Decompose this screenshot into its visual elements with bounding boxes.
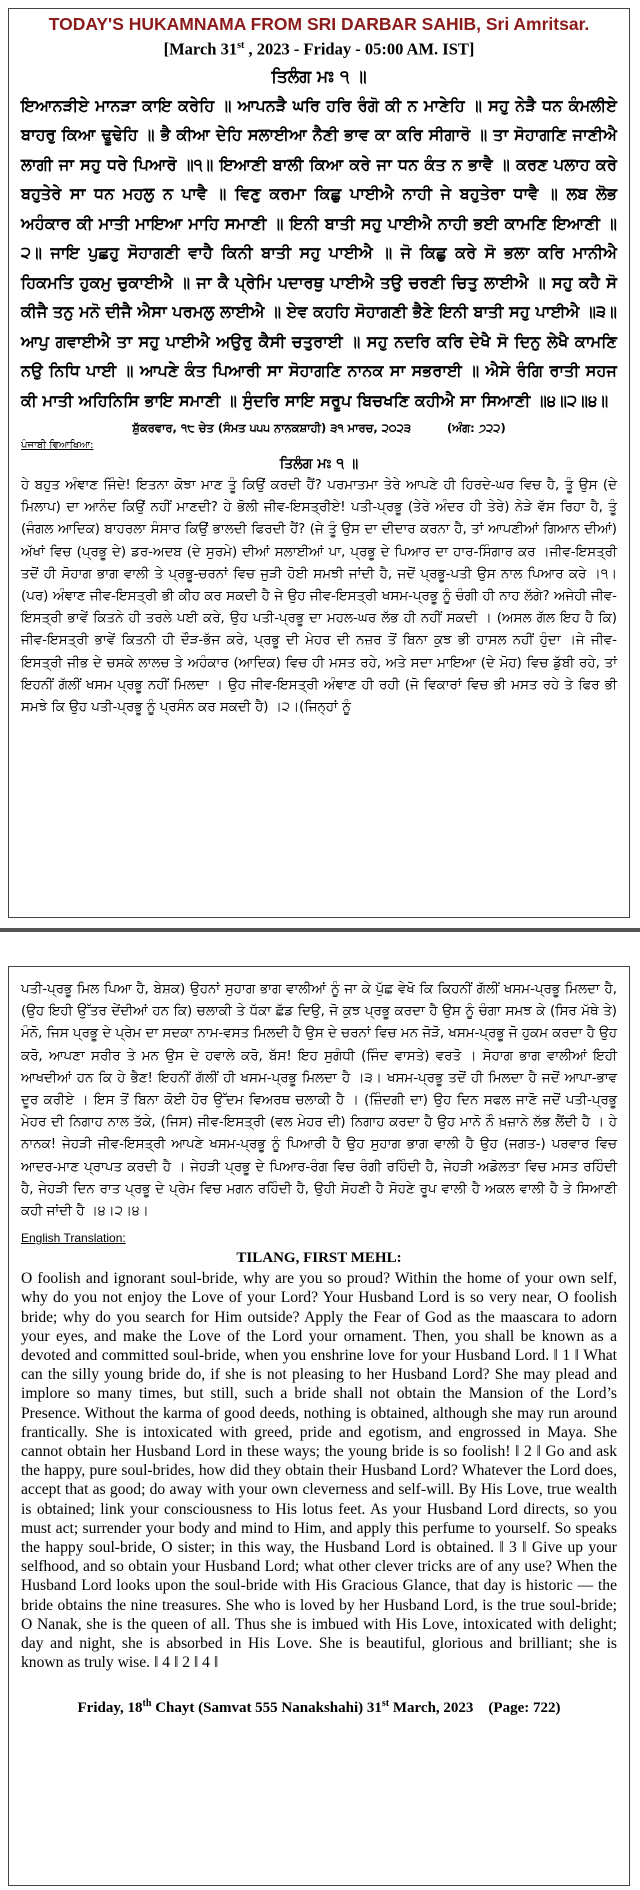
footer-page: (Page: 722) xyxy=(488,1699,561,1716)
punjabi-date: ਸ਼ੁੱਕਰਵਾਰ, ੧੮ ਚੇਤ (ਸੰਮਤ ੫੫੫ ਨਾਨਕਸ਼ਾਹੀ) ੩੧ ਮਾਰਚ, ੨੦੨੩ xyxy=(132,421,411,435)
date-sup: st xyxy=(237,40,245,51)
hukamnama-page-1 xyxy=(8,8,630,918)
date-prefix: [March 31 xyxy=(163,39,238,59)
footer-suffix2: March, 2023 xyxy=(389,1699,474,1716)
punjabi-explanation-part1: ਹੇ ਬਹੁਤ ਅੰਞਾਣ ਜਿੰਦੇ! ਇਤਨਾ ਕੋਝਾ ਮਾਣ ਤੂੰ ਕਿਉਂ ਕਰਦੀ ਹੈਂ? ਪਰਮਾਤਮਾ ਤੇਰੇ ਆਪਣੇ ਹੀ ਹਿਰਦੇ-ਘਰ ਵਿਚ ਹੈ, ਤੂੰ ਉਸ (ਦੇ ਮਿਲਾਪ) ਦਾ ਆਨੰਦ ਕਿਉਂ ਨਹੀਂ ਮਾਣਦੀ? ਹੇ ਭੋਲੀ ਜੀਵ-ਇਸਤ੍ਰੀਏ! ਪਤੀ-ਪ੍ਰਭੂ (ਤੇਰੇ ਅੰਦਰ ਹੀ ਤੇਰੇ) ਨੇੜੇ ਵੱਸ ਰਿਹਾ ਹੈ, ਤੂੰ (ਜੰਗਲ ਆਦਿਕ) ਬਾਹਰਲਾ ਸੰਸਾਰ ਕਿਉਂ ਭਾਲਦੀ ਫਿਰਦੀ ਹੈਂ? (ਜੇ ਤੂੰ ਉਸ ਦਾ ਦੀਦਾਰ ਕਰਨਾ ਹੈ, ਤਾਂ ਆਪਣੀਆਂ ਗਿਆਨ ਦੀਆਂ) ਅੱਖਾਂ ਵਿਚ (ਪ੍ਰਭੂ ਦੇ) ਡਰ-ਅਦਬ (ਦੇ ਸੁਰਮੇ) ਦੀਆਂ ਸਲਾਈਆਂ ਪਾ, ਪ੍ਰਭੂ ਦੇ ਪਿਆਰ ਦਾ ਹਾਰ-ਸਿੰਗਾਰ ਕਰ ।ਜੀਵ-ਇਸਤ੍ਰੀ ਤਦੋਂ ਹੀ ਸੋਹਾਗ ਭਾਗ ਵਾਲੀ ਤੇ ਪ੍ਰਭੂ-ਚਰਨਾਂ ਵਿਚ ਜੁੜੀ ਹੋਈ ਸਮਝੀ ਜਾਂਦੀ ਹੈ, ਜਦੋਂ ਪ੍ਰਭੂ-ਪਤੀ ਉਸ ਨਾਲ ਪਿਆਰ ਕਰੇ ।੧।(ਪਰ) ਅੰਞਾਣ ਜੀਵ-ਇਸਤ੍ਰੀ ਭੀ ਕੀਹ ਕਰ ਸਕਦੀ ਹੈ ਜੇ ਉਹ ਜੀਵ-ਇਸਤ੍ਰੀ ਖਸਮ-ਪ੍ਰਭੂ ਨੂੰ ਚੰਗੀ ਹੀ ਨਾਹ ਲੱਗੇ? ਅਜੇਹੀ ਜੀਵ-ਇਸਤ੍ਰੀ ਭਾਵੇਂ ਕਿਤਨੇ ਹੀ ਤਰਲੇ ਪਈ ਕਰੇ, ਉਹ ਪਤੀ-ਪ੍ਰਭੂ ਦਾ ਮਹਲ-ਘਰ ਲੱਭ ਹੀ ਨਹੀਂ ਸਕਦੀ । (ਅਸਲ ਗੱਲ ਇਹ ਹੈ ਕਿ) ਜੀਵ-ਇਸਤ੍ਰੀ ਭਾਵੇਂ ਕਿਤਨੀ ਹੀ ਦੌੜ-ਭੱਜ ਕਰੇ, ਪ੍ਰਭੂ ਦੀ ਮੇਹਰ ਦੀ ਨਜ਼ਰ ਤੋਂ ਬਿਨਾ ਕੁਝ ਭੀ ਹਾਸਲ ਨਹੀਂ ਹੁੰਦਾ ।ਜੇ ਜੀਵ-ਇਸਤ੍ਰੀ ਜੀਭ ਦੇ ਚਸਕੇ ਲਾਲਚ ਤੇ ਅਹੰਕਾਰ (ਆਦਿਕ) ਵਿਚ ਹੀ ਮਸਤ ਰਹੇ, ਅਤੇ ਸਦਾ ਮਾਇਆ (ਦੇ ਮੋਹ) ਵਿਚ ਡੁੱਬੀ ਰਹੇ, ਤਾਂ ਇਹਨੀਂ ਗੱਲੀਂ ਖਸਮ ਪ੍ਰਭੂ ਨਹੀਂ ਮਿਲਦਾ । ਉਹ ਜੀਵ-ਇਸਤ੍ਰੀ ਅੰਞਾਣ ਹੀ ਰਹੀ (ਜੋ ਵਿਕਾਰਾਂ ਵਿਚ ਭੀ ਮਸਤ ਰਹੇ ਤੇ ਫਿਰ ਭੀ ਸਮਝੇ ਕਿ ਉਹ ਪਤੀ-ਪ੍ਰਭੂ ਨੂੰ ਪ੍ਰਸੰਨ ਕਰ ਸਕਦੀ ਹੈ) ।੨।(ਜਿਨ੍ਹਾਂ ਨੂੰ xyxy=(21,478,617,716)
date-line xyxy=(21,35,617,61)
footer-sup2: st xyxy=(381,1697,390,1709)
gurbani-text: ਇਆਨੜੀਏ ਮਾਨੜਾ ਕਾਇ ਕਰੇਹਿ ॥ ਆਪਨੜੈ ਘਰਿ ਹਰਿ ਰੰਗੋ ਕੀ ਨ ਮਾਣੇਹਿ ॥ ਸਹੁ ਨੇੜੈ ਧਨ ਕੰਮਲੀਏ ਬਾਹਰੁ ਕਿਆ ਢੂਢੇਹਿ ॥ ਭੈ ਕੀਆ ਦੇਹਿ ਸਲਾਈਆ ਨੈਣੀ ਭਾਵ ਕਾ ਕਰਿ ਸੀਗਾਰੋ ॥ ਤਾ ਸੋਹਾਗਣਿ ਜਾਣੀਐ ਲਾਗੀ ਜਾ ਸਹੁ ਧਰੇ ਪਿਆਰੋ ॥੧॥ ਇਆਣੀ ਬਾਲੀ ਕਿਆ ਕਰੇ ਜਾ ਧਨ ਕੰਤ ਨ ਭਾਵੈ ॥ ਕਰਣ ਪਲਾਹ ਕਰੇ ਬਹੁਤੇਰੇ ਸਾ ਧਨ ਮਹਲੁ ਨ ਪਾਵੈ ॥ ਵਿਣੁ ਕਰਮਾ ਕਿਛੁ ਪਾਈਐ ਨਾਹੀ ਜੇ ਬਹੁਤੇਰਾ ਧਾਵੈ ॥ ਲਬ ਲੋਭ ਅਹੰਕਾਰ ਕੀ ਮਾਤੀ ਮਾਇਆ ਮਾਹਿ ਸਮਾਣੀ ॥ ਇਨੀ ਬਾਤੀ ਸਹੁ ਪਾਈਐ ਨਾਹੀ ਭਈ ਕਾਮਣਿ ਇਆਣੀ ॥੨॥ ਜਾਇ ਪੁਛਹੁ ਸੋਹਾਗਣੀ ਵਾਹੈ ਕਿਨੀ ਬਾਤੀ ਸਹੁ ਪਾਈਐ ॥ ਜੋ ਕਿਛੁ ਕਰੇ ਸੋ ਭਲਾ ਕਰਿ ਮਾਨੀਐ ਹਿਕਮਤਿ ਹੁਕਮੁ ਚੁਕਾਈਐ ॥ ਜਾ ਕੈ ਪ੍ਰੇਮਿ ਪਦਾਰਥੁ ਪਾਈਐ ਤਉ ਚਰਣੀ ਚਿਤੁ ਲਾਈਐ ॥ ਸਹੁ ਕਹੈ ਸੋ ਕੀਜੈ ਤਨੁ ਮਨੋ ਦੀਜੈ ਐਸਾ ਪਰਮਲੁ ਲਾਈਐ ॥ ਏਵ ਕਹਹਿ ਸੋਹਾਗਣੀ ਭੈਣੇ ਇਨੀ ਬਾਤੀ ਸਹੁ ਪਾਈਐ ॥੩॥ ਆਪੁ ਗਵਾਈਐ ਤਾ ਸਹੁ ਪਾਈਐ ਅਉਰੁ ਕੈਸੀ ਚਤੁਰਾਈ ॥ ਸਹੁ ਨਦਰਿ ਕਰਿ ਦੇਖੈ ਸੋ ਦਿਨੁ ਲੇਖੈ ਕਾਮਣਿ ਨਉ ਨਿਧਿ ਪਾਈ ॥ ਆਪਣੇ ਕੰਤ ਪਿਆਰੀ ਸਾ ਸੋਹਾਗਣਿ ਨਾਨਕ ਸਾ ਸਭਰਾਈ ॥ ਐਸੇ ਰੰਗਿ ਰਾਤੀ ਸਹਜ ਕੀ ਮਾਤੀ ਅਹਿਨਿਸਿ ਭਾਇ ਸਮਾਣੀ ॥ ਸੁੰਦਰਿ ਸਾਇ ਸਰੂਪ ਬਿਚਖਣਿ ਕਹੀਐ ਸਾ ਸਿਆਣੀ ॥੪॥੨॥੪॥ xyxy=(21,95,617,410)
gurbani-meta xyxy=(21,417,617,439)
date-suffix: , 2023 - Friday - 05:00 AM. IST] xyxy=(244,39,475,59)
english-translation: O foolish and ignorant soul-bride, why are you so proud? Within the home of your own self, why do you not enjoy the Love of your Lord? Your Husband Lord is so very near, O foolish bride; why do you search for Him outside? Apply the Fear of God as the maascara to adorn your eyes, and make the Love of the Lord your ornament. Then, you shall be known as a devoted and committed soul-bride, when you enshrine love for your Husband Lord. ‖ 1 ‖ What can the silly young bride do, if she is not pleasing to her Husband Lord? She may plead and implore so many times, but still, such a bride shall not obtain the Mansion of the Lord’s Presence. Without the karma of good deeds, nothing is obtained, although she may run around frantically. She is intoxicated with greed, pride and egotism, and engrossed in Maya. She cannot obtain her Husband Lord in these ways; the young bride is so foolish! ‖ 2 ‖ Go and ask the happy, pure soul-brides, how did they obtain their Husband Lord? Whatever the Lord does, accept that as good; do away with your own cleverness and self-will. By His Love, true wealth is obtained; link your consciousness to His lotus feet. As your Husband Lord directs, so you must act; surrender your body and mind to Him, and apply this perfume to yourself. So speaks the happy soul-bride, O sister; in this way, the Husband Lord is obtained. ‖ 3 ‖ Give up your selfhood, and so obtain your Husband Lord; what other clever tricks are of any use? When the Husband Lord looks upon the soul-bride with His Gracious Glance, that day is historic — the bride obtains the nine treasures. She who is loved by her Husband Lord, is the true soul-bride; O Nanak, she is the queen of all. Thus she is imbued with His Love, intoxicated with delight; day and night, she is absorbed in His Love. She is beautiful, glorious and brilliant; she is known as truly wise. ‖ 4 ‖ 2 ‖ 4 ‖ xyxy=(21,1270,617,1672)
punjabi-label: ਪੰਜਾਬੀ ਵਿਆਖਿਆ: xyxy=(21,440,94,451)
footer-prefix: Friday, 18 xyxy=(77,1699,143,1716)
footer-suffix: Chayt (Samvat 555 Nanakshahi) 31 xyxy=(151,1699,382,1716)
punjabi-raag: ਤਿਲੰਗ ਮਃ ੧ ॥ xyxy=(279,456,359,472)
footer-sup: th xyxy=(142,1697,152,1709)
punjabi-explanation-part2: ਪਤੀ-ਪ੍ਰਭੂ ਮਿਲ ਪਿਆ ਹੈ, ਬੇਸ਼ਕ) ਉਹਨਾਂ ਸੁਹਾਗ ਭਾਗ ਵਾਲੀਆਂ ਨੂੰ ਜਾ ਕੇ ਪੁੱਛ ਵੇਖੋ ਕਿ ਕਿਹਨੀਂ ਗੱਲੀਂ ਖਸਮ-ਪ੍ਰਭੂ ਮਿਲਦਾ ਹੈ, (ਉਹ ਇਹੀ ਉੱਤਰ ਦੇਂਦੀਆਂ ਹਨ ਕਿ) ਚਲਾਕੀ ਤੇ ਧੱਕਾ ਛੱਡ ਦਿਉ, ਜੋ ਕੁਝ ਪ੍ਰਭੂ ਕਰਦਾ ਹੈ ਉਸ ਨੂੰ ਚੰਗਾ ਸਮਝ ਕੇ (ਸਿਰ ਮੱਥੇ ਤੇ) ਮੰਨੋ, ਜਿਸ ਪ੍ਰਭੂ ਦੇ ਪ੍ਰੇਮ ਦਾ ਸਦਕਾ ਨਾਮ-ਵਸਤ ਮਿਲਦੀ ਹੈ ਉਸ ਦੇ ਚਰਨਾਂ ਵਿਚ ਮਨ ਜੋੜੋ, ਖਸਮ-ਪ੍ਰਭੂ ਜੋ ਹੁਕਮ ਕਰਦਾ ਹੈ ਉਹ ਕਰੋ, ਆਪਣਾ ਸਰੀਰ ਤੇ ਮਨ ਉਸ ਦੇ ਹਵਾਲੇ ਕਰੋ, ਬੱਸ! ਇਹ ਸੁਗੰਧੀ (ਜਿੰਦ ਵਾਸਤੇ) ਵਰਤੋ । ਸੋਹਾਗ ਭਾਗ ਵਾਲੀਆਂ ਇਹੀ ਆਖਦੀਆਂ ਹਨ ਕਿ ਹੇ ਭੈਣ! ਇਹਨੀਂ ਗੱਲੀਂ ਹੀ ਖਸਮ-ਪ੍ਰਭੂ ਮਿਲਦਾ ਹੈ ।੩। ਖਸਮ-ਪ੍ਰਭੂ ਤਦੋਂ ਹੀ ਮਿਲਦਾ ਹੈ ਜਦੋਂ ਆਪਾ-ਭਾਵ ਦੂਰ ਕਰੀਏ । ਇਸ ਤੋਂ ਬਿਨਾ ਕੋਈ ਹੋਰ ਉੱਦਮ ਵਿਅਰਥ ਚਲਾਕੀ ਹੈ । (ਜ਼ਿੰਦਗੀ ਦਾ) ਉਹ ਦਿਨ ਸਫਲ ਜਾਣੋ ਜਦੋਂ ਪਤੀ-ਪ੍ਰਭੂ ਮੇਹਰ ਦੀ ਨਿਗਾਹ ਨਾਲ ਤੱਕੇ, (ਜਿਸ) ਜੀਵ-ਇਸਤ੍ਰੀ (ਵਲ ਮੇਹਰ ਦੀ) ਨਿਗਾਹ ਕਰਦਾ ਹੈ ਉਹ ਮਾਨੋ ਨੌ ਖ਼ਜ਼ਾਨੇ ਲੱਭ ਲੈਂਦੀ ਹੈ । ਹੇ ਨਾਨਕ! ਜੇਹੜੀ ਜੀਵ-ਇਸਤ੍ਰੀ ਆਪਣੇ ਖਸਮ-ਪ੍ਰਭੂ ਨੂੰ ਪਿਆਰੀ ਹੈ ਉਹ ਸੁਹਾਗ ਭਾਗ ਵਾਲੀ ਹੈ ਉਹ (ਜਗਤ-) ਪਰਵਾਰ ਵਿਚ ਆਦਰ-ਮਾਣ ਪ੍ਰਾਪਤ ਕਰਦੀ ਹੈ । ਜੇਹੜੀ ਪ੍ਰਭੂ ਦੇ ਪਿਆਰ-ਰੰਗ ਵਿਚ ਰੰਗੀ ਰਹਿੰਦੀ ਹੈ, ਜੇਹੜੀ ਅਡੋਲਤਾ ਵਿਚ ਮਸਤ ਰਹਿੰਦੀ ਹੈ, ਜੇਹੜੀ ਦਿਨ ਰਾਤ ਪ੍ਰਭੂ ਦੇ ਪ੍ਰੇਮ ਵਿਚ ਮਗਨ ਰਹਿੰਦੀ ਹੈ, ਉਹੀ ਸੋਹਣੀ ਹੈ ਸੋਹਣੇ ਰੂਪ ਵਾਲੀ ਹੈ ਅਕਲ ਵਾਲੀ ਹੈ ਤੇ ਸਿਆਣੀ ਕਹੀ ਜਾਂਦੀ ਹੈ ।੪।੨।੪। xyxy=(21,982,617,1220)
footer-line xyxy=(21,1693,617,1719)
ang-number: (ਅੰਗ: ੭੨੨) xyxy=(446,421,506,435)
page-title: TODAY'S HUKAMNAMA FROM SRI DARBAR SAHIB, Sri Amritsar. xyxy=(48,14,590,34)
page-divider xyxy=(0,928,640,932)
hukamnama-page-2 xyxy=(8,966,630,1886)
gurbani-raag: ਤਿਲੰਗ ਮਃ ੧ ॥ xyxy=(271,66,367,87)
english-heading: TILANG, FIRST MEHL: xyxy=(236,1250,402,1267)
english-label: English Translation: xyxy=(21,1231,126,1246)
